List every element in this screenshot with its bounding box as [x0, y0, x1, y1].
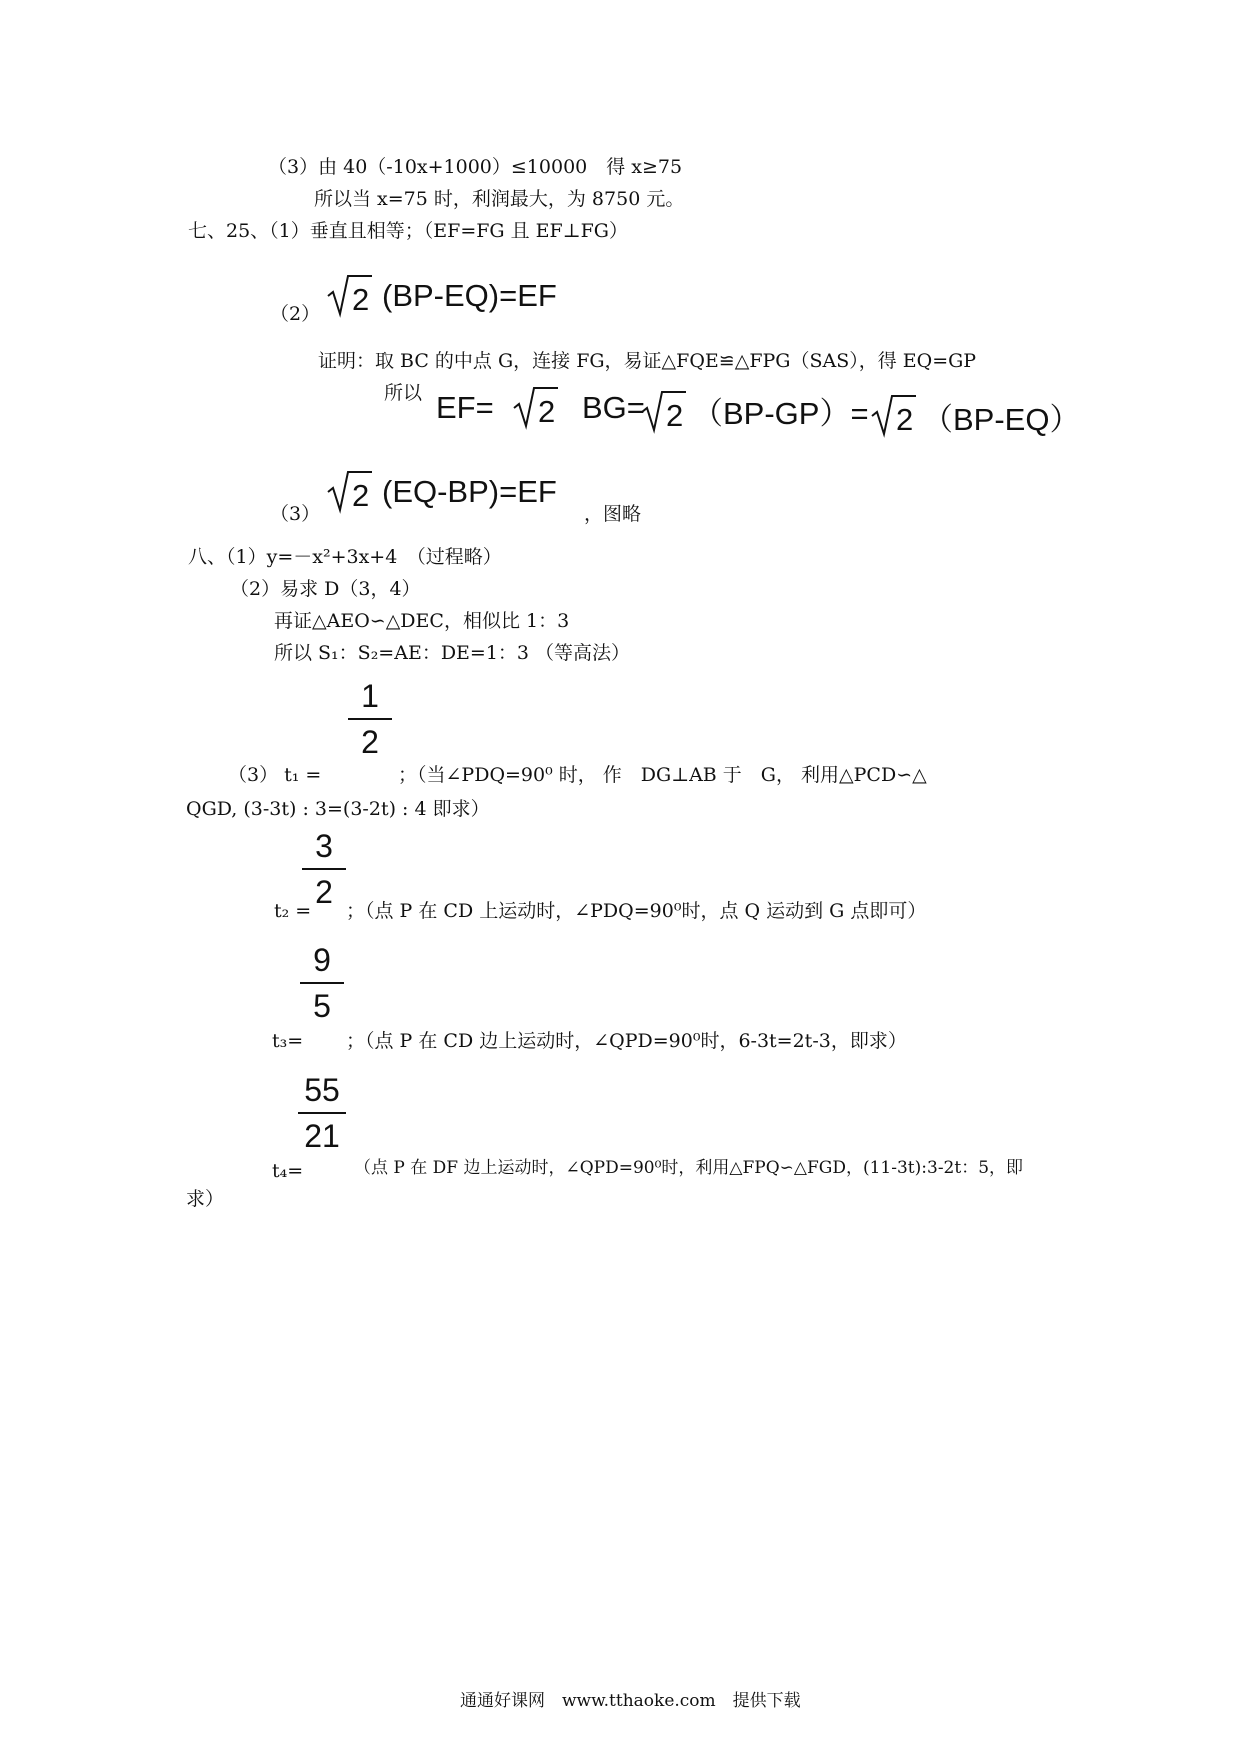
t-explanation: QGD, (3-3t) : 3=(3-2t) : 4 即求） — [186, 798, 490, 820]
numerator: 1 — [361, 678, 379, 714]
t-explanation: 求） — [186, 1188, 225, 1210]
question-header: 七、25、（1）垂直且相等；（EF=FG 且 EF⊥FG） — [188, 220, 628, 242]
question-header: 八、（1）y=－x²+3x+4 （过程略） — [188, 546, 502, 568]
t-explanation: ；（点 P 在 CD 边上运动时，∠QPD=90⁰时，6-3t=2t-3，即求） — [346, 1030, 907, 1052]
answer-line: 所以当 x=75 时，利润最大，为 8750 元。 — [314, 188, 685, 210]
ef-equals: EF= — [436, 390, 494, 425]
radicand: 2 — [896, 402, 914, 437]
t-explanation: ；（点 P 在 CD 上运动时，∠PDQ=90⁰时，点 Q 运动到 G 点即可） — [346, 900, 927, 922]
radicand: 2 — [352, 282, 370, 317]
numerator: 3 — [315, 828, 333, 864]
proof-text: 证明：取 BC 的中点 G，连接 FG，易证△FQE≌△FPG（SAS），得 EQ=GP — [318, 350, 977, 372]
fraction-bar — [302, 868, 346, 870]
answer-line: 所以 S₁：S₂=AE：DE=1：3 （等高法） — [274, 642, 631, 664]
part-label: （2） — [270, 303, 321, 325]
radicand: 2 — [352, 478, 370, 513]
part-label: （3） — [270, 503, 321, 525]
numerator: 9 — [313, 942, 331, 978]
sqrt-expression — [326, 272, 626, 320]
answer-line: 再证△AEO∽△DEC，相似比 1：3 — [274, 610, 570, 632]
answer-line: （2）易求 D（3，4） — [230, 578, 421, 600]
footer-text: 通通好课网 www.tthaoke.com 提供下载 — [460, 1691, 801, 1711]
radicand: 2 — [538, 394, 556, 429]
fraction-t3 — [300, 944, 344, 1022]
fraction-t2 — [302, 830, 346, 908]
t-explanation: （点 P 在 DF 边上运动时，∠QPD=90⁰时，利用△FPQ∽△FGD，(11-3t):3-2t：5，即 — [354, 1158, 1024, 1178]
suoyi-text: 所以 — [384, 382, 423, 404]
tail-text: ，图略 — [584, 503, 642, 525]
answer-line: （3）由 40（-10x+1000）≤10000 得 x≥75 — [268, 156, 683, 178]
sqrt-a — [512, 384, 572, 432]
bp-eq-text: （BP-EQ） — [922, 402, 1081, 437]
numerator: 55 — [304, 1072, 340, 1108]
t-label: t₄= — [272, 1160, 304, 1182]
sqrt-c — [870, 392, 930, 440]
sqrt-b — [640, 388, 700, 436]
t-label: t₂ = — [274, 900, 312, 922]
sqrt-expression — [326, 468, 616, 516]
t-label: （3） t₁ = — [228, 764, 322, 786]
fraction-t4 — [298, 1074, 346, 1152]
denominator: 5 — [313, 988, 331, 1024]
fraction-t1 — [348, 680, 392, 758]
denominator: 2 — [315, 874, 333, 910]
expression-text: (EQ-BP)=EF — [382, 474, 557, 509]
t-explanation: ；（当∠PDQ=90⁰ 时， 作 DG⊥AB 于 G， 利用△PCD∽△ — [398, 764, 927, 786]
fraction-bar — [300, 982, 344, 984]
bg-equals: BG= — [582, 390, 645, 425]
denominator: 2 — [361, 724, 379, 760]
radicand: 2 — [666, 398, 684, 433]
expression-text: (BP-EQ)=EF — [382, 278, 557, 313]
bp-gp-text: （BP-GP）= — [692, 396, 869, 431]
denominator: 21 — [304, 1118, 340, 1154]
t-label: t₃= — [272, 1030, 304, 1052]
fraction-bar — [348, 718, 392, 720]
fraction-bar — [298, 1112, 346, 1114]
